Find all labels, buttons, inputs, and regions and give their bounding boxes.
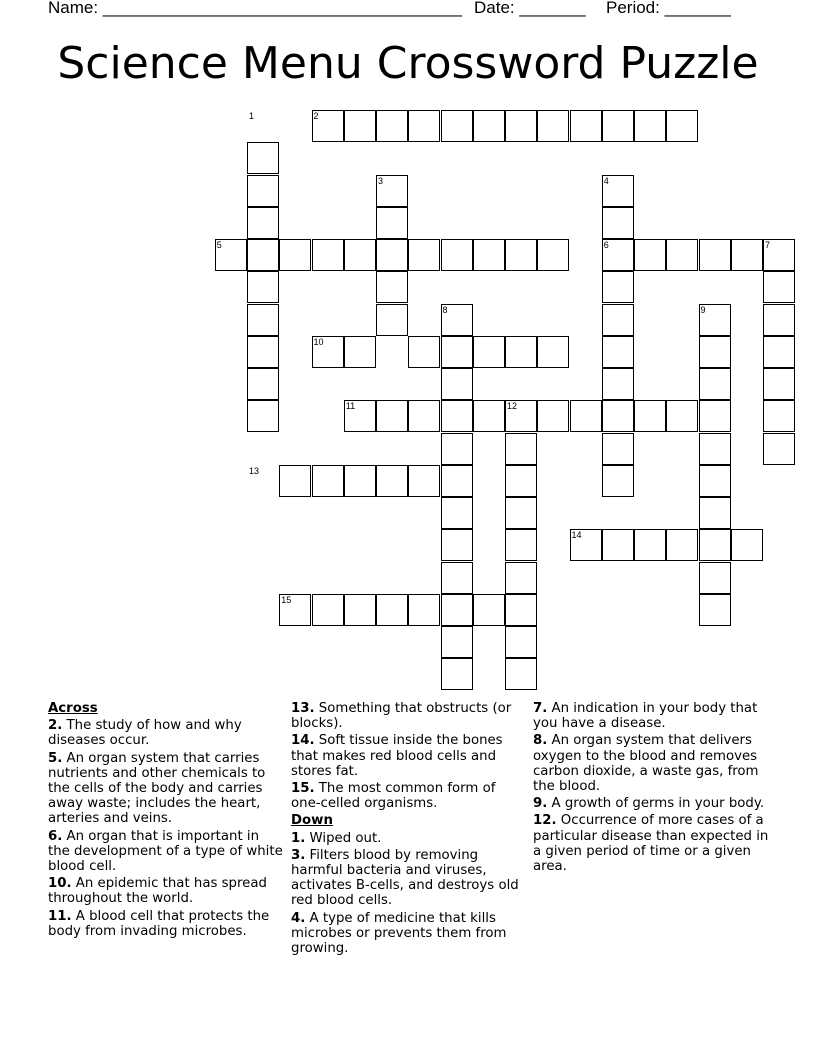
- grid-cell[interactable]: [602, 368, 634, 400]
- grid-cell[interactable]: [408, 465, 440, 497]
- grid-cell[interactable]: [441, 368, 473, 400]
- grid-cell[interactable]: [312, 594, 344, 626]
- grid-cell[interactable]: [312, 465, 344, 497]
- grid-cell[interactable]: [441, 529, 473, 561]
- page-title: Science Menu Crossword Puzzle: [57, 38, 759, 89]
- grid-cell[interactable]: [247, 271, 279, 303]
- clue-text: Something that obstructs (or blocks).: [291, 701, 512, 732]
- grid-cell[interactable]: [312, 239, 344, 271]
- grid-cell[interactable]: [441, 626, 473, 658]
- grid-cell[interactable]: [344, 110, 376, 142]
- grid-cell[interactable]: [247, 142, 279, 174]
- clue-number-label: 5: [216, 240, 222, 250]
- grid-cell[interactable]: [763, 433, 795, 465]
- clue-number: 1.: [291, 830, 306, 846]
- clue-number: 13.: [291, 701, 315, 716]
- clue-number: 14.: [291, 733, 315, 749]
- grid-cell[interactable]: [602, 304, 634, 336]
- grid-cell[interactable]: [441, 400, 473, 432]
- grid-cell[interactable]: [505, 465, 537, 497]
- clue-across-13: [291, 701, 527, 731]
- grid-cell[interactable]: [505, 562, 537, 594]
- grid-cell[interactable]: [279, 239, 311, 271]
- name-field[interactable]: Name: ______________________________________: [48, 0, 463, 17]
- clue-down-4: [291, 911, 527, 957]
- clue-number: 9.: [533, 796, 548, 812]
- clue-number-label: 13: [249, 465, 260, 476]
- clue-number: 3.: [291, 847, 306, 863]
- clue-text: An indication in your body that you have a disease.: [533, 701, 758, 732]
- clue-number-label: 7: [765, 240, 771, 250]
- clue-text: Filters blood by removing harmful bacteria and viruses, activates B-cells, and destroys old red blood cells.: [291, 847, 519, 909]
- clue-text: An organ system that delivers oxygen to the blood and removes carbon dioxide, a waste gas, from the blood.: [533, 733, 759, 795]
- clue-across-11: [48, 909, 284, 939]
- grid-cell[interactable]: [441, 497, 473, 529]
- grid-cell[interactable]: [344, 336, 376, 368]
- clue-column-1: [48, 701, 284, 941]
- grid-cell[interactable]: [408, 239, 440, 271]
- grid-cell[interactable]: [376, 304, 408, 336]
- grid-cell[interactable]: [570, 400, 602, 432]
- grid-cell[interactable]: [473, 336, 505, 368]
- grid-cell[interactable]: [602, 336, 634, 368]
- clue-number: 8.: [533, 733, 548, 749]
- clue-number-label: 8: [442, 304, 448, 315]
- clue-down-12: [533, 813, 769, 874]
- clue-text: An organ system that carries nutrients and other chemicals to the cells of the body and carries away waste; includes the heart, arteries and veins.: [48, 750, 266, 827]
- grid-cell[interactable]: [666, 110, 698, 142]
- clue-down-1: [291, 831, 527, 846]
- clue-text: An epidemic that has spread throughout the world.: [48, 876, 267, 907]
- grid-cell[interactable]: [602, 207, 634, 239]
- clue-across-2: [48, 718, 284, 748]
- grid-cell[interactable]: [763, 336, 795, 368]
- grid-cell[interactable]: [344, 465, 376, 497]
- clue-number-label: 11: [345, 401, 356, 412]
- grid-cell[interactable]: [408, 110, 440, 142]
- grid-cell[interactable]: [537, 400, 569, 432]
- down-heading: Down: [291, 813, 333, 829]
- grid-cell[interactable]: [537, 110, 569, 142]
- clue-text: The study of how and why diseases occur.: [48, 718, 242, 749]
- clue-number-label: 3: [378, 175, 384, 186]
- clue-number-label: 4: [603, 175, 609, 186]
- clue-number-label: 14: [571, 530, 582, 541]
- grid-cell[interactable]: [441, 110, 473, 142]
- grid-cell[interactable]: [602, 400, 634, 432]
- grid-cell[interactable]: [602, 433, 634, 465]
- clue-down-7: [533, 701, 769, 731]
- grid-cell[interactable]: [473, 594, 505, 626]
- clue-number: 6.: [48, 828, 63, 844]
- clue-across-6: [48, 829, 284, 875]
- clue-number: 10.: [48, 876, 72, 892]
- grid-cell[interactable]: [344, 594, 376, 626]
- grid-cell[interactable]: [537, 336, 569, 368]
- grid-cell[interactable]: [376, 465, 408, 497]
- grid-cell[interactable]: [763, 400, 795, 432]
- grid-cell[interactable]: [408, 400, 440, 432]
- clue-number: 4.: [291, 910, 306, 926]
- grid-cell[interactable]: [699, 529, 731, 561]
- clue-number-label: 6: [603, 240, 609, 250]
- grid-cell[interactable]: [505, 336, 537, 368]
- grid-cell[interactable]: [408, 336, 440, 368]
- clue-text: A blood cell that protects the body from invading microbes.: [48, 908, 270, 939]
- grid-cell[interactable]: [634, 529, 666, 561]
- across-heading: Across: [48, 701, 98, 716]
- clue-text: A type of medicine that kills microbes or prevents them from growing.: [291, 910, 507, 957]
- grid-cell[interactable]: [505, 529, 537, 561]
- grid-cell[interactable]: [441, 336, 473, 368]
- grid-cell[interactable]: [731, 529, 763, 561]
- grid-cell[interactable]: [505, 433, 537, 465]
- grid-cell[interactable]: [247, 239, 279, 271]
- grid-cell[interactable]: [376, 594, 408, 626]
- grid-cell[interactable]: [441, 465, 473, 497]
- grid-cell[interactable]: [634, 110, 666, 142]
- grid-cell[interactable]: [408, 594, 440, 626]
- clue-number-label: 10: [313, 336, 324, 347]
- grid-cell[interactable]: [376, 271, 408, 303]
- grid-cell[interactable]: [634, 400, 666, 432]
- grid-cell[interactable]: [441, 594, 473, 626]
- grid-cell[interactable]: [570, 110, 602, 142]
- grid-cell[interactable]: [441, 239, 473, 271]
- clue-across-15: [291, 781, 527, 811]
- grid-cell[interactable]: [247, 400, 279, 432]
- grid-cell[interactable]: [602, 529, 634, 561]
- clue-down-9: [533, 796, 769, 811]
- clue-down-3: [291, 848, 527, 909]
- date-field[interactable]: Date: _______: [474, 0, 586, 17]
- grid-cell[interactable]: [505, 110, 537, 142]
- grid-cell[interactable]: [441, 562, 473, 594]
- clue-text: Soft tissue inside the bones that makes red blood cells and stores fat.: [291, 733, 503, 779]
- clue-number: 11.: [48, 908, 72, 924]
- grid-cell[interactable]: [763, 304, 795, 336]
- clue-text: Wiped out.: [309, 830, 382, 846]
- clue-number: 5.: [48, 750, 63, 766]
- period-field[interactable]: Period: _______: [606, 0, 731, 17]
- clue-text: An organ that is important in the development of a type of white blood cell.: [48, 828, 283, 875]
- grid-cell[interactable]: [505, 239, 537, 271]
- clue-across-5: [48, 751, 284, 827]
- grid-cell[interactable]: [473, 400, 505, 432]
- grid-cell[interactable]: [505, 594, 537, 626]
- grid-cell[interactable]: [699, 465, 731, 497]
- clue-number: 12.: [533, 813, 557, 829]
- grid-cell[interactable]: [731, 239, 763, 271]
- clue-text: Occurrence of more cases of a particular disease than expected in a given period of time or a given area.: [533, 813, 769, 875]
- grid-cell[interactable]: [279, 465, 311, 497]
- clue-number: 15.: [291, 781, 315, 797]
- grid-cell[interactable]: [699, 336, 731, 368]
- clue-number-label: 1: [249, 111, 255, 121]
- grid-cell[interactable]: [376, 207, 408, 239]
- grid-cell[interactable]: [666, 529, 698, 561]
- clue-number-label: 15: [281, 594, 292, 605]
- clue-column-3: [533, 701, 769, 876]
- grid-cell[interactable]: [666, 400, 698, 432]
- clue-text: The most common form of one-celled organisms.: [291, 781, 496, 812]
- grid-cell[interactable]: [376, 110, 408, 142]
- grid-cell[interactable]: [473, 110, 505, 142]
- grid-cell[interactable]: [602, 271, 634, 303]
- grid-cell[interactable]: [602, 465, 634, 497]
- grid-cell[interactable]: [247, 304, 279, 336]
- grid-cell[interactable]: [537, 239, 569, 271]
- grid-cell[interactable]: [699, 368, 731, 400]
- grid-cell[interactable]: [699, 239, 731, 271]
- grid-cell[interactable]: [699, 433, 731, 465]
- grid-cell[interactable]: [602, 110, 634, 142]
- clue-text: A growth of germs in your body.: [551, 796, 765, 812]
- grid-cell[interactable]: [699, 400, 731, 432]
- clue-number-label: 9: [700, 304, 706, 315]
- grid-cell[interactable]: [505, 626, 537, 658]
- grid-cell[interactable]: [441, 658, 473, 690]
- grid-cell[interactable]: [473, 239, 505, 271]
- grid-cell[interactable]: [247, 368, 279, 400]
- clue-across-10: [48, 876, 284, 906]
- grid-cell[interactable]: [247, 207, 279, 239]
- clue-number: 2.: [48, 718, 63, 734]
- grid-cell[interactable]: [247, 175, 279, 207]
- grid-cell[interactable]: [376, 239, 408, 271]
- grid-cell[interactable]: [699, 497, 731, 529]
- grid-cell[interactable]: [505, 497, 537, 529]
- clue-number-label: 2: [313, 111, 319, 121]
- grid-cell[interactable]: [344, 239, 376, 271]
- grid-cell[interactable]: [441, 433, 473, 465]
- grid-cell[interactable]: [699, 562, 731, 594]
- grid-cell[interactable]: [247, 336, 279, 368]
- grid-cell[interactable]: [699, 594, 731, 626]
- clue-down-8: [533, 733, 769, 794]
- grid-cell[interactable]: [763, 271, 795, 303]
- clue-number-label: 12: [507, 401, 518, 412]
- grid-cell[interactable]: [634, 239, 666, 271]
- clue-column-2: [291, 701, 527, 958]
- clue-number: 7.: [533, 701, 548, 716]
- grid-cell[interactable]: [376, 400, 408, 432]
- grid-cell[interactable]: [666, 239, 698, 271]
- clue-across-14: [291, 733, 527, 779]
- grid-cell[interactable]: [763, 368, 795, 400]
- grid-cell[interactable]: [505, 658, 537, 690]
